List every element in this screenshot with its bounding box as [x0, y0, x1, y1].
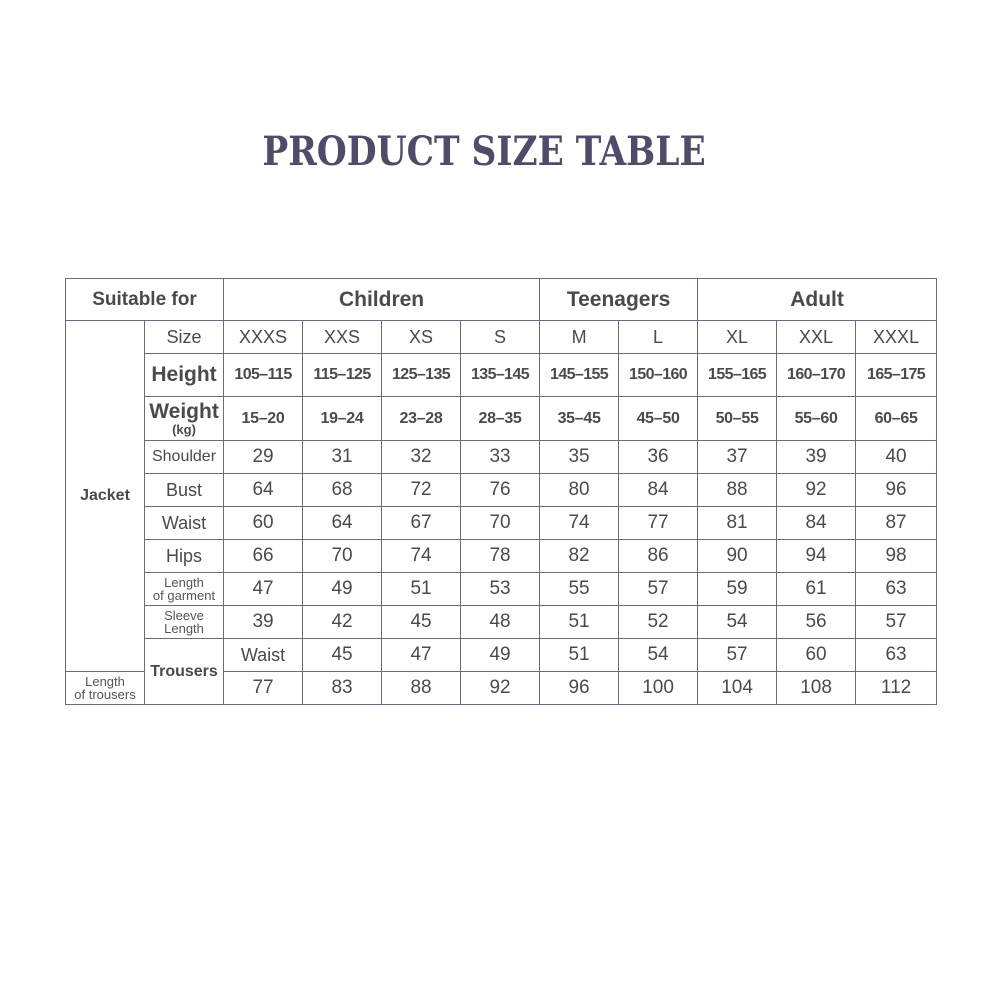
table-cell: 51 — [382, 573, 461, 606]
table-cell: 80 — [540, 474, 619, 507]
size-row — [66, 321, 937, 354]
bust-row — [66, 474, 937, 507]
weight-cell: 35–45 — [540, 397, 619, 441]
height-cell: 160–170 — [777, 354, 856, 397]
group-header-teenagers: Teenagers — [540, 279, 698, 321]
table-cell: 90 — [698, 540, 777, 573]
table-cell: 70 — [303, 540, 382, 573]
table-cell: 56 — [777, 606, 856, 639]
height-cell: 125–135 — [382, 354, 461, 397]
section-label-trousers: Trousers — [145, 639, 224, 705]
size-cell: M — [540, 321, 619, 354]
table-cell: 84 — [619, 474, 698, 507]
shoulder-row — [66, 441, 937, 474]
table-cell: 33 — [461, 441, 540, 474]
page-title: PRODUCT SIZE TABLE — [262, 128, 706, 175]
bust-label: Bust — [145, 474, 224, 507]
table-cell: 57 — [619, 573, 698, 606]
garment-length-label-line1: Length — [164, 575, 204, 590]
group-header-children: Children — [224, 279, 540, 321]
table-cell: 29 — [224, 441, 303, 474]
table-cell: 60 — [777, 639, 856, 672]
table-cell: 76 — [461, 474, 540, 507]
trousers-waist-label: Waist — [224, 639, 303, 672]
sleeve-length-label-line1: Sleeve — [164, 608, 204, 623]
table-cell: 92 — [461, 672, 540, 705]
jacket-waist-label: Waist — [145, 507, 224, 540]
size-cell: XS — [382, 321, 461, 354]
table-cell: 39 — [224, 606, 303, 639]
weight-unit-label: (kg) — [172, 421, 196, 437]
size-cell: XXXS — [224, 321, 303, 354]
group-header-adult: Adult — [698, 279, 937, 321]
garment-length-label-line2: of garment — [152, 588, 216, 603]
weight-cell: 45–50 — [619, 397, 698, 441]
table-cell: 83 — [303, 672, 382, 705]
weight-row — [66, 397, 937, 441]
table-cell: 77 — [619, 507, 698, 540]
table-cell: 61 — [777, 573, 856, 606]
table-cell: 94 — [777, 540, 856, 573]
table-cell: 55 — [540, 573, 619, 606]
table-cell: 78 — [461, 540, 540, 573]
table-cell: 64 — [224, 474, 303, 507]
table-cell: 88 — [382, 672, 461, 705]
table-cell: 100 — [619, 672, 698, 705]
table-cell: 72 — [382, 474, 461, 507]
height-row — [66, 354, 937, 397]
table-cell: 112 — [856, 672, 937, 705]
shoulder-label: Shoulder — [145, 441, 224, 474]
size-cell: L — [619, 321, 698, 354]
table-cell: 98 — [856, 540, 937, 573]
table-cell: 70 — [461, 507, 540, 540]
size-cell: S — [461, 321, 540, 354]
height-cell: 150–160 — [619, 354, 698, 397]
table-cell: 74 — [382, 540, 461, 573]
table-cell: 45 — [303, 639, 382, 672]
weight-label-cell — [145, 397, 224, 441]
table-cell: 87 — [856, 507, 937, 540]
table-cell: 63 — [856, 639, 937, 672]
table-cell: 52 — [619, 606, 698, 639]
jacket-waist-row — [66, 507, 937, 540]
height-cell: 105–115 — [224, 354, 303, 397]
height-cell: 155–165 — [698, 354, 777, 397]
table-cell: 37 — [698, 441, 777, 474]
garment-length-row — [66, 573, 937, 606]
table-cell: 82 — [540, 540, 619, 573]
size-cell: XXS — [303, 321, 382, 354]
table-cell: 64 — [303, 507, 382, 540]
trousers-waist-row — [66, 639, 937, 672]
height-cell: 165–175 — [856, 354, 937, 397]
trousers-length-label — [66, 672, 145, 705]
table-header-row — [66, 279, 937, 321]
hips-label: Hips — [145, 540, 224, 573]
table-cell: 51 — [540, 606, 619, 639]
size-table — [65, 278, 937, 705]
section-label-jacket: Jacket — [66, 321, 145, 672]
height-cell: 115–125 — [303, 354, 382, 397]
size-cell: XXXL — [856, 321, 937, 354]
table-cell: 45 — [382, 606, 461, 639]
table-cell: 49 — [303, 573, 382, 606]
table-cell: 108 — [777, 672, 856, 705]
height-label: Height — [145, 354, 224, 397]
table-cell: 54 — [619, 639, 698, 672]
table-cell: 59 — [698, 573, 777, 606]
table-cell: 57 — [856, 606, 937, 639]
table-cell: 77 — [224, 672, 303, 705]
weight-cell: 28–35 — [461, 397, 540, 441]
table-cell: 81 — [698, 507, 777, 540]
table-cell: 68 — [303, 474, 382, 507]
weight-cell: 50–55 — [698, 397, 777, 441]
table-cell: 51 — [540, 639, 619, 672]
sleeve-length-label — [145, 606, 224, 639]
table-cell: 40 — [856, 441, 937, 474]
sleeve-length-row — [66, 606, 937, 639]
weight-cell: 19–24 — [303, 397, 382, 441]
table-cell: 63 — [856, 573, 937, 606]
table-cell: 96 — [540, 672, 619, 705]
height-cell: 145–155 — [540, 354, 619, 397]
table-cell: 67 — [382, 507, 461, 540]
weight-cell: 60–65 — [856, 397, 937, 441]
trousers-length-label-line2: of trousers — [74, 687, 136, 702]
table-cell: 42 — [303, 606, 382, 639]
table-cell: 88 — [698, 474, 777, 507]
weight-cell: 55–60 — [777, 397, 856, 441]
table-body — [66, 279, 937, 705]
weight-cell: 23–28 — [382, 397, 461, 441]
table-cell: 96 — [856, 474, 937, 507]
suitable-for-header: Suitable for — [66, 279, 224, 321]
trousers-length-label-line1: Length — [85, 674, 125, 689]
table-cell: 39 — [777, 441, 856, 474]
table-cell: 32 — [382, 441, 461, 474]
table-cell: 48 — [461, 606, 540, 639]
table-cell: 104 — [698, 672, 777, 705]
size-cell: XXL — [777, 321, 856, 354]
table-cell: 57 — [698, 639, 777, 672]
table-cell: 92 — [777, 474, 856, 507]
weight-cell: 15–20 — [224, 397, 303, 441]
garment-length-label — [145, 573, 224, 606]
table-cell: 60 — [224, 507, 303, 540]
hips-row — [66, 540, 937, 573]
table-cell: 49 — [461, 639, 540, 672]
table-cell: 54 — [698, 606, 777, 639]
table-cell: 31 — [303, 441, 382, 474]
weight-label: Weight — [149, 399, 219, 423]
table-cell: 35 — [540, 441, 619, 474]
size-label: Size — [145, 321, 224, 354]
table-cell: 36 — [619, 441, 698, 474]
table-cell: 53 — [461, 573, 540, 606]
sleeve-length-label-line2: Length — [164, 621, 204, 636]
table-cell: 84 — [777, 507, 856, 540]
table-cell: 66 — [224, 540, 303, 573]
table-cell: 74 — [540, 507, 619, 540]
table-cell: 86 — [619, 540, 698, 573]
table-cell: 47 — [382, 639, 461, 672]
table-cell: 47 — [224, 573, 303, 606]
size-cell: XL — [698, 321, 777, 354]
height-cell: 135–145 — [461, 354, 540, 397]
